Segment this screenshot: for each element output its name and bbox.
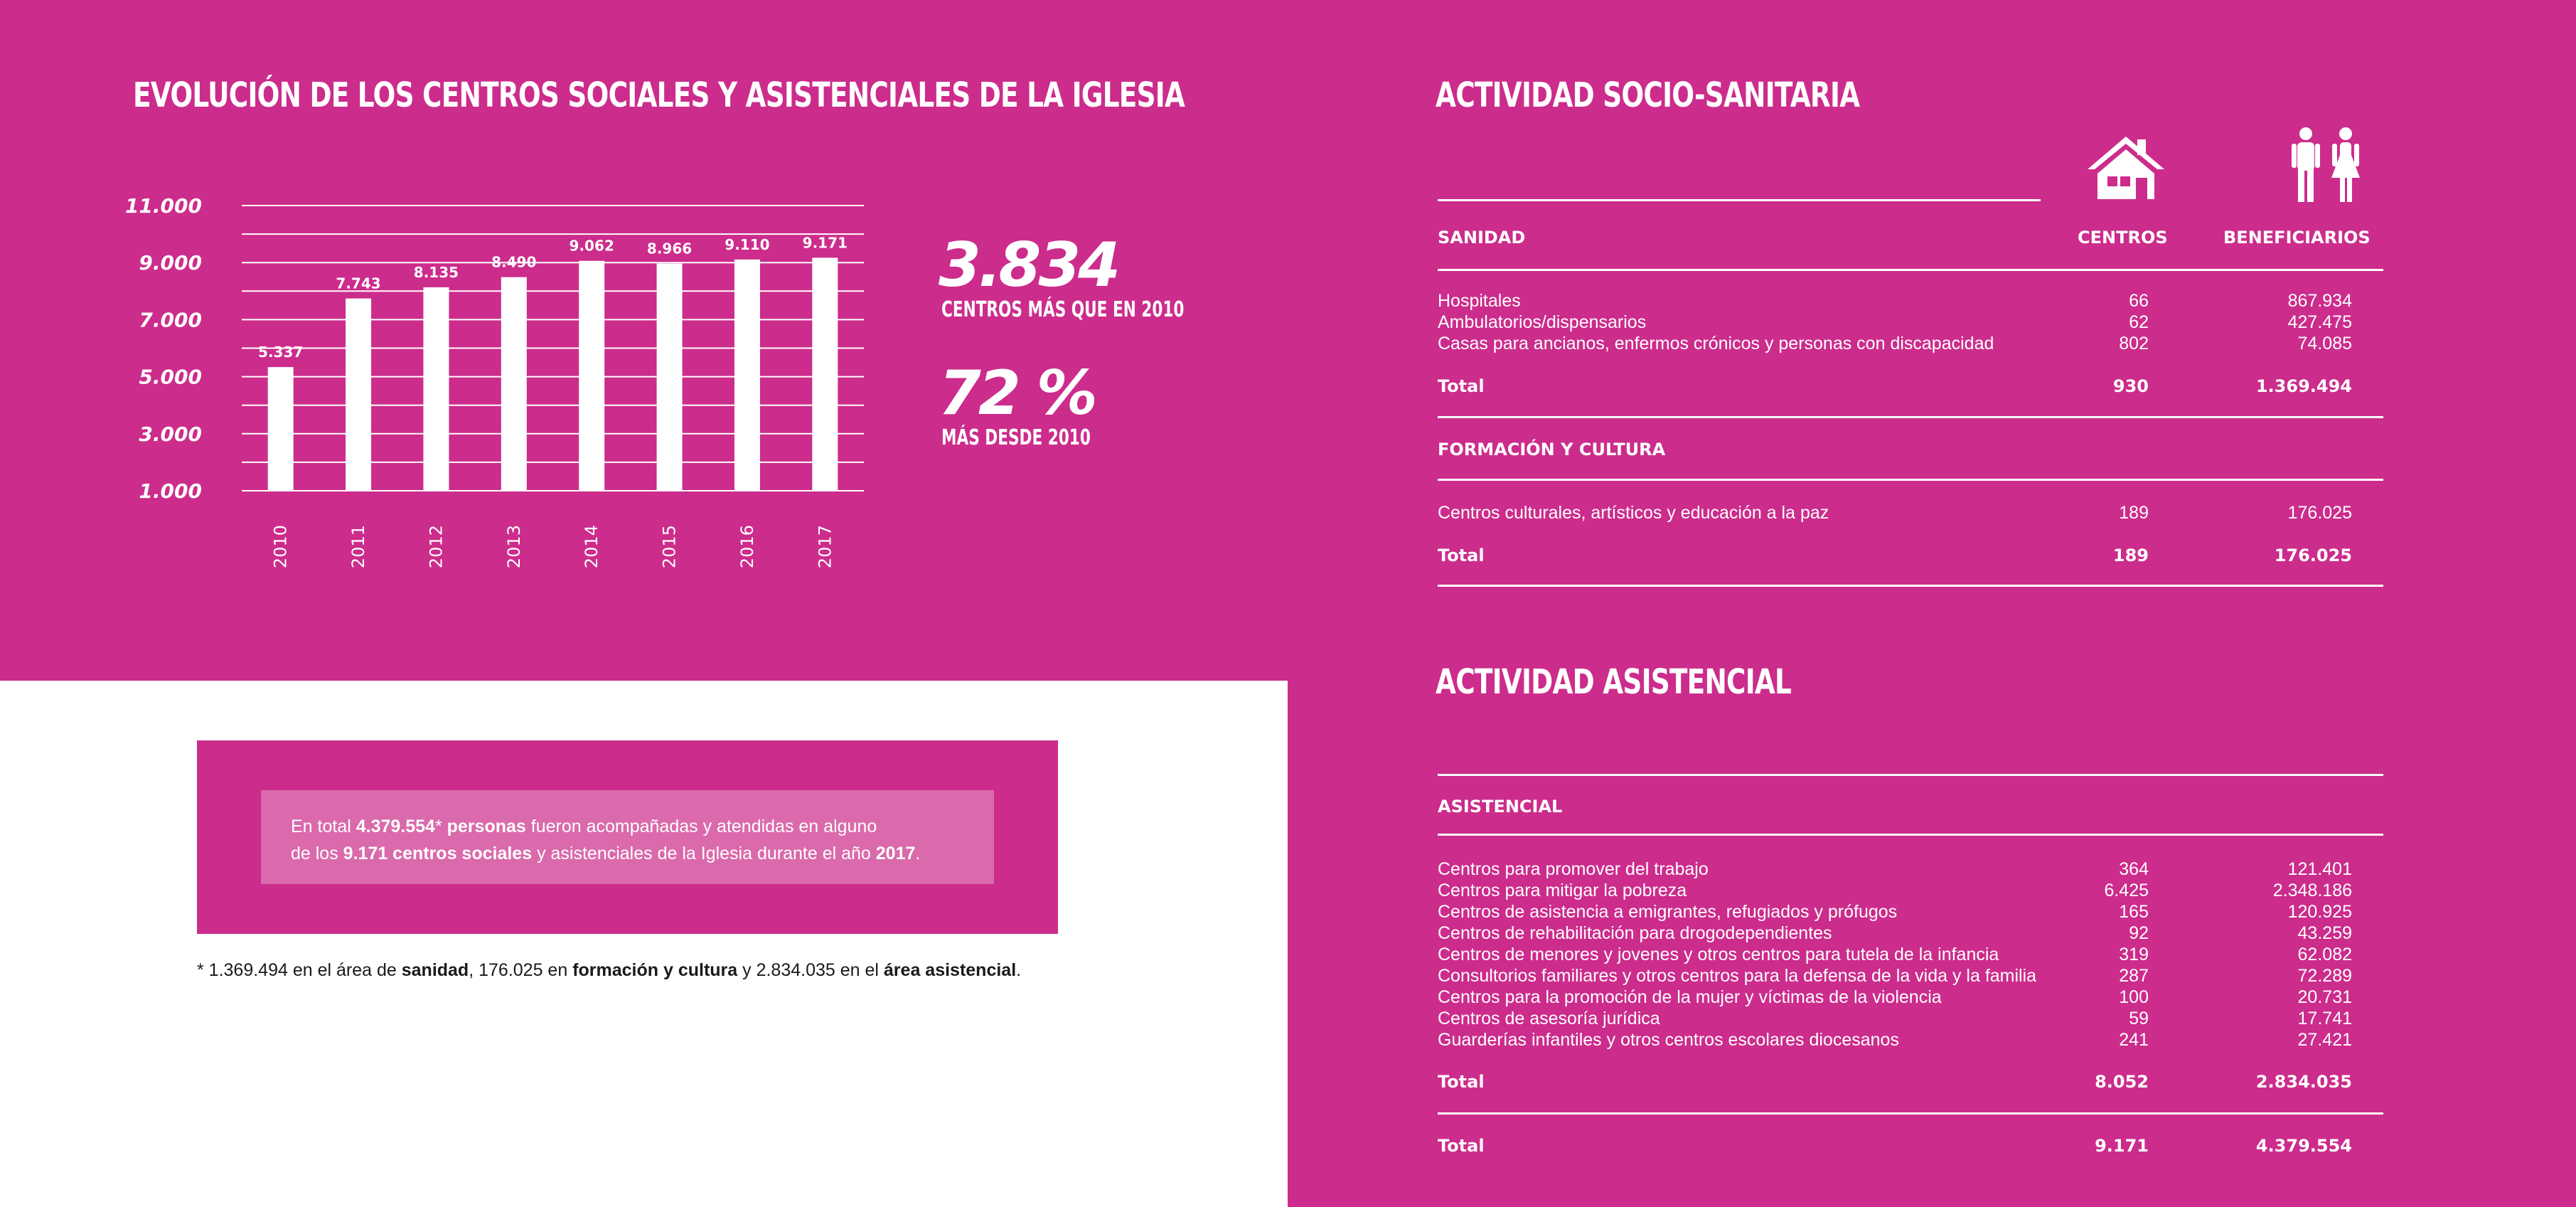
bar-value-label: 8.135: [413, 263, 459, 281]
divider: [1438, 774, 2383, 776]
summary-callout: [197, 740, 1058, 934]
house-icon: [2085, 135, 2167, 204]
y-tick-label: 7.000: [139, 308, 202, 332]
table-row: Centros culturales, artísticos y educación a la paz 189 176.025: [1438, 503, 2352, 523]
divider: [1438, 416, 2383, 418]
divider: [1438, 834, 2383, 836]
y-tick-label: 5.000: [139, 365, 202, 389]
table-row: Centros para promover del trabajo 364 121.401: [1438, 859, 2352, 879]
people-icon: [2286, 127, 2366, 207]
y-tick-label: 3.000: [139, 422, 202, 446]
stat-percent-caption: MÁS DESDE 2010: [941, 425, 1091, 450]
stat-percent-value: 72 %: [939, 358, 1095, 429]
x-tick-label: 2014: [582, 525, 602, 569]
table-row: Centros para la promoción de la mujer y víctimas de la violencia 100 20.731: [1438, 987, 2352, 1007]
bar: [501, 277, 527, 491]
socio-sanitaria-title: ACTIVIDAD SOCIO-SANITARIA: [1436, 75, 1860, 115]
table-row: Casas para ancianos, enfermos crónicos y personas con discapacidad 802 74.085: [1438, 334, 2352, 353]
table-row: Consultorios familiares y otros centros para la defensa de la vida y la familia 287 72.289: [1438, 966, 2352, 986]
divider: [1438, 269, 2383, 271]
table-row: Centros de asistencia a emigrantes, refugiados y prófugos 165 120.925: [1438, 902, 2352, 922]
bar-value-label: 9.171: [802, 234, 848, 252]
x-tick-label: 2012: [426, 525, 447, 569]
bar-value-label: 9.062: [569, 237, 614, 255]
table-row: Guarderías infantiles y otros centros escolares diocesanos 241 27.421: [1438, 1030, 2352, 1050]
bar-value-label: 9.110: [725, 235, 770, 253]
divider: [1438, 199, 2041, 201]
table-row: Centros de rehabilitación para drogodependientes 92 43.259: [1438, 923, 2352, 943]
bar-value-label: 8.490: [491, 253, 537, 271]
sanidad-table: [1438, 290, 2369, 354]
x-tick-label: 2011: [348, 525, 369, 569]
bar: [346, 299, 371, 491]
y-tick-label: 1.000: [139, 479, 202, 503]
sanidad-total-row: Total 930 1.369.494: [1438, 376, 2352, 396]
formacion-header: FORMACIÓN Y CULTURA: [1438, 440, 1666, 459]
x-tick-label: 2015: [659, 525, 680, 569]
footnote: * 1.369.494 en el área de sanidad, 176.025 en formación y cultura y 2.834.035 en el área asistencial.: [197, 960, 1022, 980]
stat-increase-caption: CENTROS MÁS QUE EN 2010: [941, 297, 1185, 322]
bar: [423, 287, 449, 491]
table-row: Centros de menores y jovenes y otros centros para tutela de la infancia 319 62.082: [1438, 945, 2352, 964]
asistencial-table: [1438, 858, 2369, 1051]
formacion-table: [1438, 502, 2369, 523]
x-tick-label: 2010: [270, 525, 291, 569]
bar-value-label: 7.743: [336, 275, 381, 292]
bar: [268, 367, 294, 491]
table-row: Centros de asesoría jurídica 59 17.741: [1438, 1009, 2352, 1028]
centros-header: CENTROS: [2078, 228, 2168, 248]
sanidad-header: SANIDAD: [1438, 228, 1526, 248]
stat-increase-value: 3.834: [939, 230, 1118, 301]
asistencial-title: ACTIVIDAD ASISTENCIAL: [1436, 662, 1792, 702]
chart-section-title: EVOLUCIÓN DE LOS CENTROS SOCIALES Y ASISTENCIALES DE LA IGLESIA: [133, 75, 1185, 115]
beneficiarios-header: BENEFICIARIOS: [2223, 228, 2371, 248]
x-tick-label: 2013: [503, 525, 524, 569]
divider: [1438, 479, 2383, 481]
bar-value-label: 8.966: [646, 240, 693, 257]
bar: [734, 260, 760, 491]
table-row: Hospitales 66 867.934: [1438, 291, 2352, 311]
table-row: Centros para mitigar la pobreza 6.425 2.348.186: [1438, 881, 2352, 900]
x-tick-label: 2016: [737, 525, 757, 569]
table-row: Ambulatorios/dispensarios 62 427.475: [1438, 312, 2352, 332]
divider: [1438, 1112, 2383, 1115]
grand-total-row: Total 9.171 4.379.554: [1438, 1136, 2352, 1156]
summary-callout-text: En total 4.379.554* personas fueron acompañadas y atendidas en alguno de los 9.171 centros sociales y asistenciales de la Iglesia durante el año 2017.: [261, 790, 994, 884]
y-tick-label: 9.000: [139, 251, 202, 275]
bar: [812, 257, 838, 491]
bar: [657, 264, 683, 491]
y-tick-label: 11.000: [124, 194, 202, 218]
centers-bar-chart: [114, 185, 882, 583]
divider: [1438, 585, 2383, 587]
formacion-total-row: Total 189 176.025: [1438, 546, 2352, 565]
asistencial-total-row: Total 8.052 2.834.035: [1438, 1072, 2352, 1092]
bar-value-label: 5.337: [258, 344, 304, 361]
bar: [579, 261, 604, 491]
x-tick-label: 2017: [815, 525, 835, 569]
asistencial-header: ASISTENCIAL: [1438, 797, 1563, 817]
